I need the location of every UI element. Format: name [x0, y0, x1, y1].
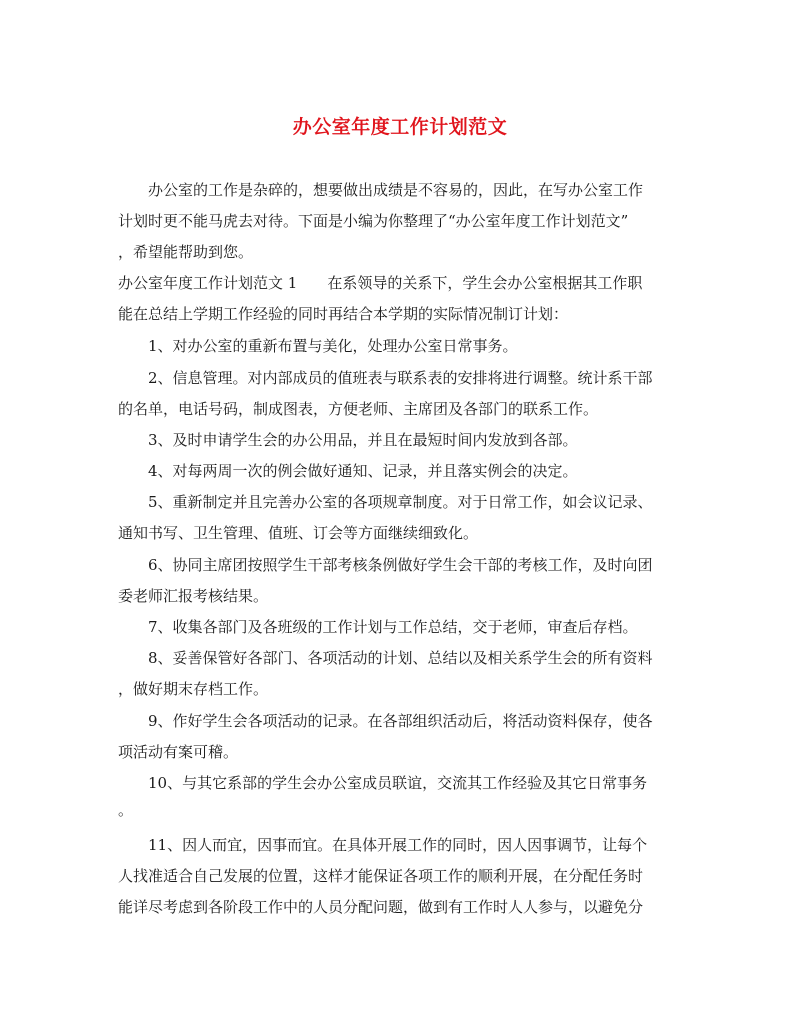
- text-line: ，希望能帮助到您。: [118, 243, 254, 261]
- text-line: 能在总结上学期工作经验的同时再结合本学期的实际情况制订计划：: [118, 305, 569, 323]
- text-line: 4、对每两周一次的例会做好通知、记录，并且落实例会的决定。: [148, 462, 578, 480]
- text-line: 1、对办公室的重新布置与美化，处理办公室日常事务。: [148, 337, 518, 355]
- text-line: 。: [118, 801, 134, 819]
- text-line: 2、信息管理。对内部成员的值班表与联系表的安排将进行调整。统计系干部: [148, 369, 653, 387]
- text-line: 项活动有案可稽。: [118, 743, 239, 761]
- text-line: 11、因人而宜，因事而宜。在具体开展工作的同时，因人因事调节，让每个: [148, 836, 648, 854]
- text-line: 6、协同主席团按照学生干部考核条例做好学生会干部的考核工作，及时向团: [148, 556, 653, 574]
- text-line: ，做好期末存档工作。: [118, 680, 269, 698]
- text-line: 5、重新制定并且完善办公室的各项规章制度。对于日常工作，如会议记录、: [148, 493, 653, 511]
- text-line: 的名单，电话号码，制成图表，方便老师、主席团及各部门的联系工作。: [118, 400, 599, 418]
- text-line: 办公室年度工作计划范文 1 在系领导的关系下，学生会办公室根据其工作职: [118, 274, 643, 292]
- text-line: 计划时更不能马虎去对待。下面是小编为你整理了“办公室年度工作计划范文”: [118, 212, 629, 230]
- text-line: 9、作好学生会各项活动的记录。在各部组织活动后，将活动资料保存，使各: [148, 712, 653, 730]
- document-title: 办公室年度工作计划范文: [292, 116, 508, 138]
- text-line: 10、与其它系部的学生会办公室成员联谊，交流其工作经验及其它日常事务: [148, 774, 648, 792]
- text-line: 人找准适合自己发展的位置，这样才能保证各项工作的顺利开展，在分配任务时: [118, 867, 644, 885]
- text-line: 8、妥善保管好各部门、各项活动的计划、总结以及相关系学生会的所有资料: [148, 649, 653, 667]
- text-line: 通知书写、卫生管理、值班、订会等方面继续细致化。: [118, 524, 479, 542]
- text-line: 能详尽考虑到各阶段工作中的人员分配问题，做到有工作时人人参与，以避免分: [118, 898, 644, 916]
- text-line: 3、及时申请学生会的办公用品，并且在最短时间内发放到各部。: [148, 431, 578, 449]
- text-line: 办公室的工作是杂碎的，想要做出成绩是不容易的，因此，在写办公室工作: [148, 181, 644, 199]
- text-line: 7、收集各部门及各班级的工作计划与工作总结，交于老师，审查后存档。: [148, 618, 638, 636]
- text-line: 委老师汇报考核结果。: [118, 587, 269, 605]
